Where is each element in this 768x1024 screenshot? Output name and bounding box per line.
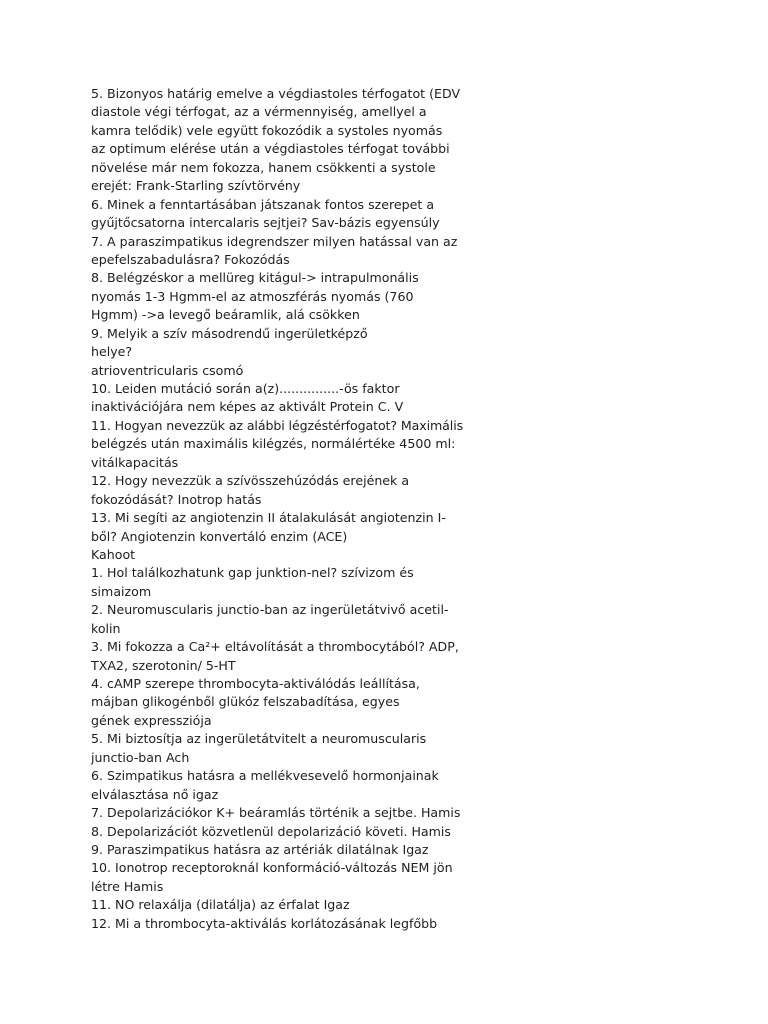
text-line: 10. Leiden mutáció során a(z)...............-ös faktor <box>91 381 400 396</box>
text-line: az optimum elérése után a végdiastoles térfogat további <box>91 141 450 157</box>
text-line: 1. Hol találkozhatunk gap junktion-nel? szívizom és <box>91 565 414 581</box>
text-line: 5. Mi biztosítja az ingerületátvitelt a neuromuscularis <box>91 731 427 747</box>
text-line: gének expressziója <box>91 712 212 728</box>
text-line: májban glikogénből glükóz felszabadítása, egyes <box>91 694 400 710</box>
text-line: 3. Mi fokozza a Ca²+ eltávolítását a thrombocytából? ADP, <box>91 639 459 655</box>
text-line: 11. NO relaxálja (dilatálja) az érfalat Igaz <box>91 897 350 913</box>
text-line: epefelszabadulásra? Fokozódás <box>91 251 290 267</box>
text-line: kamra telődik) vele együtt fokozódik a systoles nyomás <box>91 122 443 138</box>
text-line: 13. Mi segíti az angiotenzin II átalakulását angiotenzin I- <box>91 510 446 526</box>
text-line: 12. Mi a thrombocyta-aktiválás korlátozásának legfőbb <box>91 915 438 931</box>
text-line: fokozódását? Inotrop hatás <box>91 491 262 507</box>
text-line: nyomás 1-3 Hgmm-el az atmoszférás nyomás (760 <box>91 288 414 304</box>
text-line: 9. Melyik a szív másodrendű ingerületképző <box>91 325 368 341</box>
text-line: 5. Bizonyos határig emelve a végdiastoles térfogatot (EDV <box>91 86 461 101</box>
text-line: Hgmm) ->a levegő beáramlik, alá csökken <box>91 307 360 323</box>
document-body <box>91 85 463 933</box>
text-line: 9. Paraszimpatikus hatásra az artériák dilatálnak Igaz <box>91 841 429 857</box>
text-line: junctio-ban Ach <box>91 749 190 765</box>
text-line: elválasztása nő igaz <box>91 786 219 802</box>
text-line: vitálkapacitás <box>91 454 179 470</box>
text-line: inaktivációjára nem képes az aktivált Protein C. V <box>91 399 404 415</box>
text-line: erejét: Frank-Starling szívtörvény <box>91 178 301 194</box>
text-line: 11. Hogyan nevezzük az alábbi légzéstérfogatot? Maximális <box>91 417 464 433</box>
text-line: növelése már nem fokozza, hanem csökkenti a systole <box>91 159 436 175</box>
text-line: gyűjtőcsatorna intercalaris sejtjei? Sav-bázis egyensúly <box>91 215 440 231</box>
text-line: diastole végi térfogat, az a vérmennyiség, amellyel a <box>91 104 427 120</box>
text-line: 10. Ionotrop receptoroknál konformáció-változás NEM jön <box>91 860 453 876</box>
text-line: 6. Szimpatikus hatásra a mellékvesevelő hormonjainak <box>91 768 439 784</box>
text-line: 7. A paraszimpatikus idegrendszer milyen hatással van az <box>91 233 458 249</box>
text-line: TXA2, szerotonin/ 5-HT <box>91 657 236 673</box>
text-line: simaizom <box>91 583 152 599</box>
text-line: belégzés után maximális kilégzés, normálértéke 4500 ml: <box>91 436 456 452</box>
text-line: 2. Neuromuscularis junctio-ban az ingerületátvivő acetil- <box>91 602 449 618</box>
text-line: ből? Angiotenzin konvertáló enzim (ACE) <box>91 528 348 544</box>
text-line: Kahoot <box>91 546 136 562</box>
text-line: 8. Belégzéskor a mellüreg kitágul-> intrapulmonális <box>91 270 419 286</box>
text-line: helye? <box>91 344 133 360</box>
text-line: létre Hamis <box>91 878 164 894</box>
text-line: atrioventricularis csomó <box>91 362 244 378</box>
text-line: 7. Depolarizációkor K+ beáramlás történik a sejtbe. Hamis <box>91 805 461 821</box>
text-line: 8. Depolarizációt közvetlenül depolarizáció követi. Hamis <box>91 823 451 839</box>
text-line: 4. cAMP szerepe thrombocyta-aktiválódás leállítása, <box>91 676 420 691</box>
text-line: 6. Minek a fenntartásában játszanak fontos szerepet a <box>91 196 435 212</box>
text-line: kolin <box>91 620 121 636</box>
text-line: 12. Hogy nevezzük a szívösszehúzódás erejének a <box>91 473 410 489</box>
